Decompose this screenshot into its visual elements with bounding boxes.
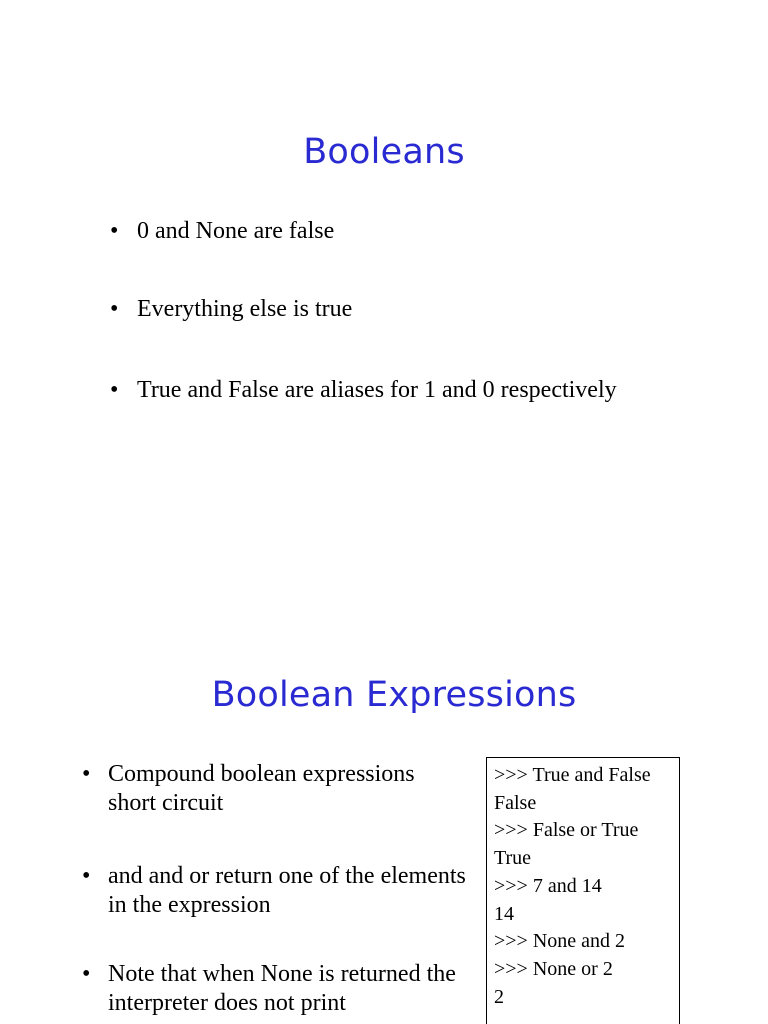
code-line: 2 — [494, 985, 504, 1008]
bullet-text: and and or return one of the elements in the expression — [108, 863, 466, 918]
code-line: 14 — [494, 902, 514, 925]
bullet-text: Note that when None is returned the interpreter does not print — [108, 961, 456, 1016]
code-line: False — [494, 791, 537, 814]
code-example-box — [486, 757, 680, 1024]
bullet-item — [82, 760, 468, 818]
bullet-icon: • — [82, 961, 91, 987]
bullet-text: Everything else is true — [137, 296, 353, 322]
slide-title-boolean-expressions: Boolean Expressions — [211, 675, 577, 715]
bullet-item — [110, 218, 334, 245]
bullet-text: True and False are aliases for 1 and 0 respectively — [137, 377, 617, 403]
bullet-item — [82, 862, 468, 920]
bullet-icon: • — [110, 377, 119, 403]
bullet-item — [110, 377, 617, 404]
code-line: >>> None and 2 — [494, 930, 626, 953]
bullet-item — [82, 960, 468, 1018]
code-line: >>> False or True — [494, 819, 639, 842]
code-line: >>> None or 2 — [494, 957, 613, 980]
bullet-text: 0 and None are false — [137, 218, 335, 244]
bullet-icon: • — [110, 296, 119, 322]
code-line: >>> True and False — [494, 764, 651, 786]
code-line: True — [494, 847, 532, 870]
bullet-icon: • — [82, 863, 91, 889]
bullet-text: Compound boolean expressions short circuit — [108, 761, 415, 816]
code-line: >>> 7 and 14 — [494, 874, 602, 897]
slide-title-booleans: Booleans — [303, 132, 465, 172]
bullet-item — [110, 296, 352, 323]
bullet-icon: • — [82, 761, 91, 787]
bullet-icon: • — [110, 218, 119, 244]
